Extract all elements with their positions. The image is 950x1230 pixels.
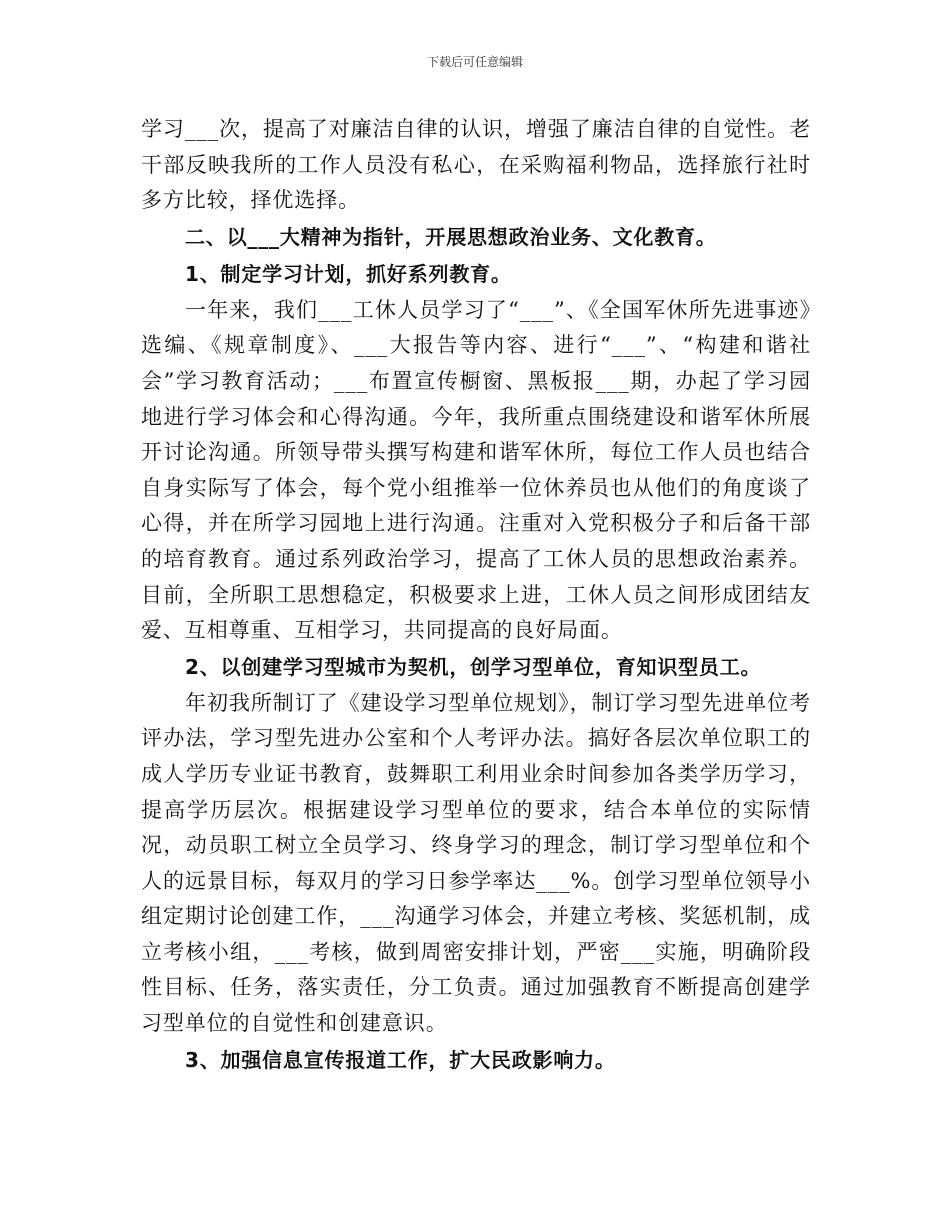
paragraph-study-plan: 一年来，我们___工休人员学习了“___”、《全国军休所先进事迹》选编、《规章制度》、___大报告等内容、进行“___”、“构建和谐社会”学习教育活动；___布置宣传橱窗、黑板报___期，办起了学习园地进行学习体会和心得沟通。今年，我所重点围绕建设和谐军休所展开讨论沟通。所领导带头撰写构建和谐军休所，每位工作人员也结合自身实际写了体会，每个党小组推举一位休养员也从他们的角度谈了心得，并在所学习园地上进行沟通。注重对入党积极分子和后备干部的培育教育。通过系列政治学习，提高了工休人员的思想政治素养。目前，全所职工思想稳定，积极要求上进，工休人员之间形成团结友爱、互相尊重、互相学习，共同提高的良好局面。 bbox=[141, 297, 811, 643]
section-heading-2: 二、以___大精神为指针，开展思想政治业务、文化教育。 bbox=[185, 224, 717, 249]
document-body bbox=[141, 112, 811, 1079]
subsection-heading-3: 3、加强信息宣传报道工作，扩大民政影响力。 bbox=[185, 1047, 616, 1072]
page-header-note: 下载后可任意编辑 bbox=[426, 55, 523, 69]
paragraph-intro: 学习___次，提高了对廉洁自律的认识，增强了廉洁自律的自觉性。老干部反映我所的工作人员没有私心，在采购福利物品，选择旅行社时多方比较，择优选择。 bbox=[141, 117, 811, 213]
subsection-heading-2: 2、以创建学习型城市为契机，创学习型单位，育知识型员工。 bbox=[185, 654, 762, 679]
subsection-heading-1: 1、制定学习计划，抓好系列教育。 bbox=[185, 261, 512, 286]
paragraph-learning-unit: 年初我所制订了《建设学习型单位规划》，制订学习型先进单位考评办法，学习型先进办公室和个人考评办法。搞好各层次单位职工的成人学历专业证书教育，鼓舞职工利用业余时间参加各类学历学习，提高学历层次。根据建设学习型单位的要求，结合本单位的实际情况，动员职工树立全员学习、终身学习的理念，制订学习型单位和个人的远景目标，每双月的学习日参学率达___%。创学习型单位领导小组定期讨论创建工作，___沟通学习体会，并建立考核、奖惩机制，成立考核小组，___考核，做到周密安排计划，严密___实施，明确阶段性目标、任务，落实责任，分工负责。通过加强教育不断提高创建学习型单位的自觉性和创建意识。 bbox=[141, 690, 811, 1036]
